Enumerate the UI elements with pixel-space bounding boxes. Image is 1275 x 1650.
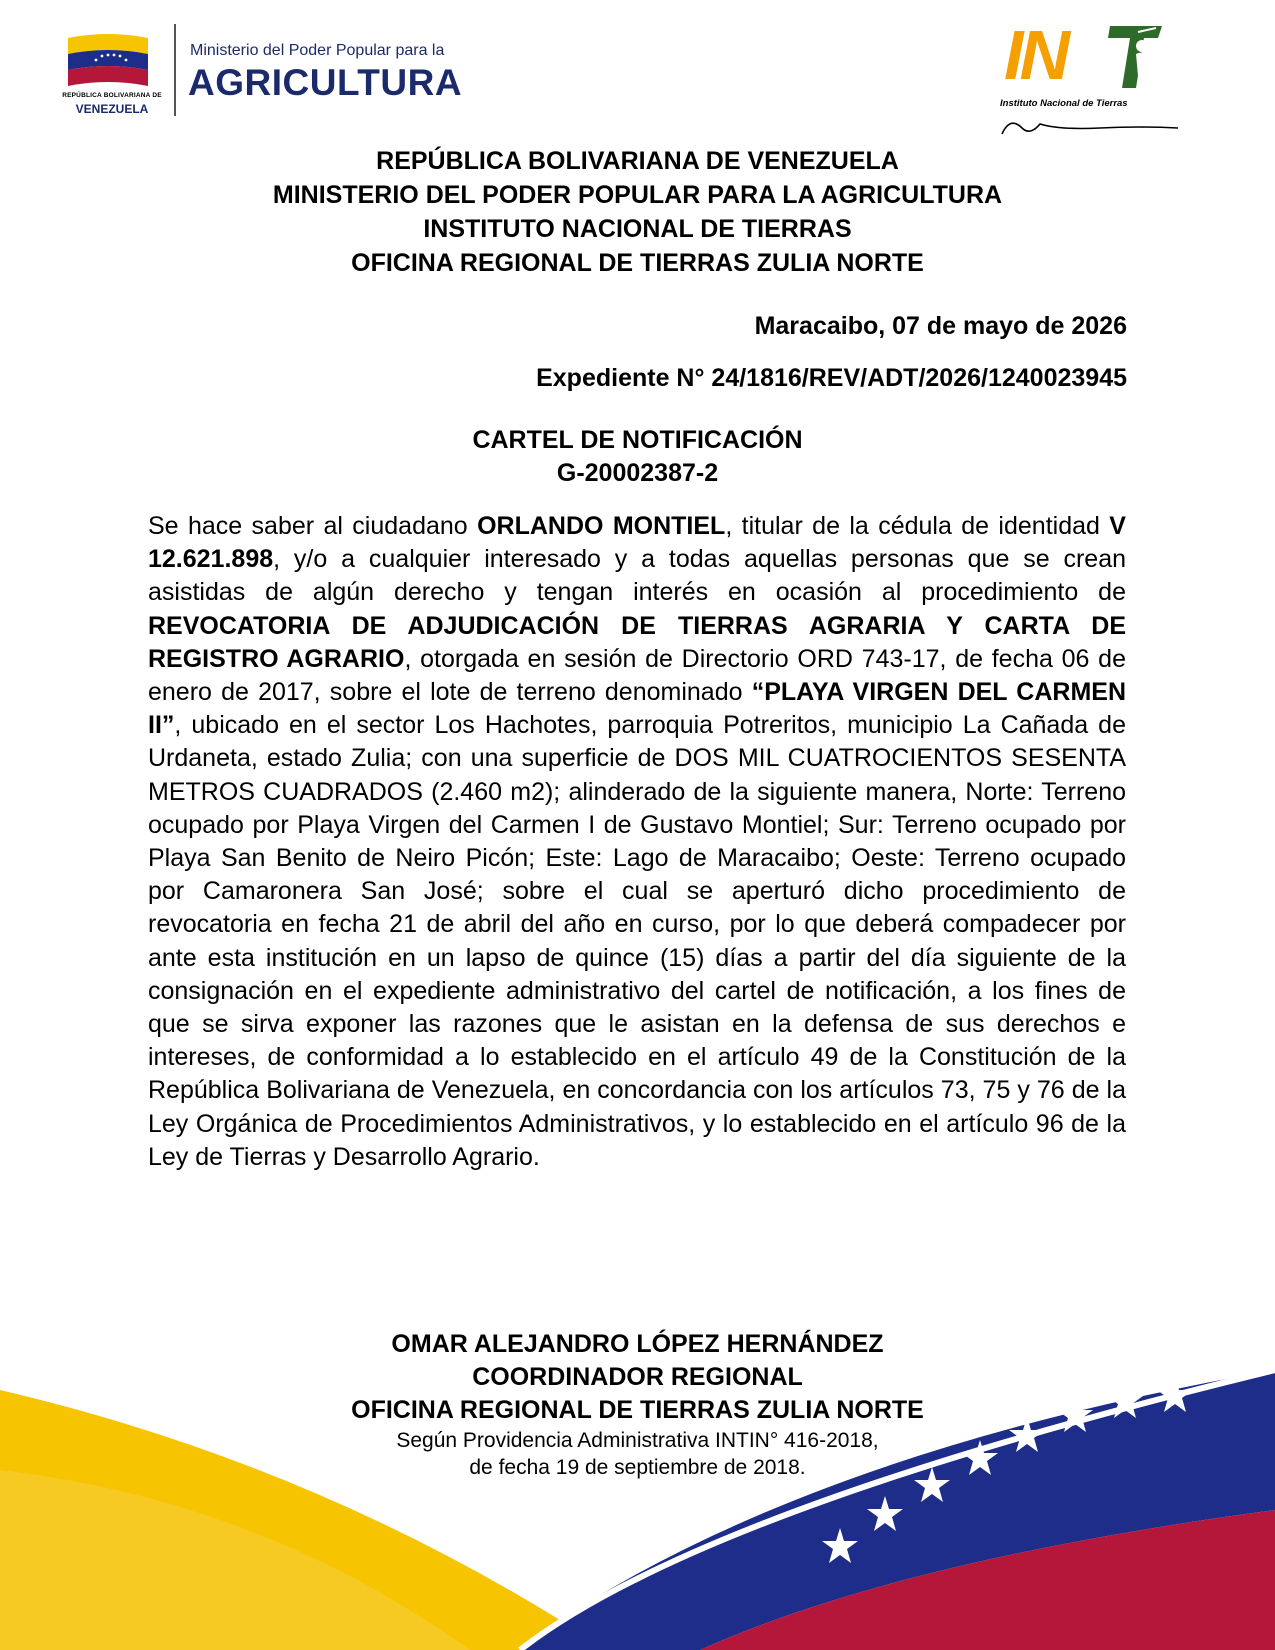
signature-note-1: Según Providencia Administrativa INTIN° 416-2018, [396, 1429, 879, 1452]
ministry-logo [60, 22, 480, 122]
notification-body [148, 510, 1126, 1174]
venezuela-flag-icon [64, 30, 152, 90]
citizen-id: V 12.621.898 [148, 512, 1126, 574]
ministry-big-label: AGRICULTURA [188, 62, 463, 103]
header-line-office: OFICINA REGIONAL DE TIERRAS ZULIA NORTE [351, 249, 924, 277]
int-caption: Instituto Nacional de Tierras [1000, 98, 1128, 109]
header-line-ministry: MINISTERIO DEL PODER POPULAR PARA LA AGRICULTURA [272, 181, 1003, 209]
signatory-office: OFICINA REGIONAL DE TIERRAS ZULIA NORTE [351, 1396, 924, 1424]
header-line-republic: REPÚBLICA BOLIVARIANA DE VENEZUELA [376, 147, 899, 175]
ministry-small-label: Ministerio del Poder Popular para la [190, 42, 445, 59]
body-text-1: Se hace saber al ciudadano [148, 512, 478, 540]
logo-divider [174, 24, 176, 116]
expediente-number: Expediente N° 24/1816/REV/ADT/2026/1240023945 [536, 364, 1127, 392]
lot-name: “PLAYA VIRGEN DEL CARMEN II” [148, 678, 1126, 740]
citizen-name: ORLANDO MONTIEL [477, 512, 726, 540]
header-lines [0, 144, 1275, 280]
body-text-5: , ubicado en el sector Los Hachotes, parroquia Potreritos, municipio La Cañada de Urdaneta, estado Zulia; con una superficie de DOS MIL CUATROCIENTOS SESENTA METROS CUADRADOS (2.460 m2); alinderado de la siguiente manera, Norte: Terreno ocupado por Playa Virgen del Carmen I de Gustavo Montiel; Sur: Terreno ocupado por Playa San Benito de Neiro Picón; Este: Lago de Maracaibo; Oeste: Terreno ocupado por Camaronera San José; sobre el cual se aperturó dicho procedimiento de revocatoria en fecha 21 de abril del año en curso, por lo que deberá compadecer por ante esta institución en un lapso de quince (15) días a partir del día siguiente de la consignación en el expediente administrativo del cartel de notificación, a los fines de que se sirva exponer las razones que le asistan en la defensa de sus derechos e intereses, de conformidad a lo establecido en el artículo 49 de la Constitución de la República Bolivariana de Venezuela, en concordancia con los artículos 73, 75 y 76 de la Ley Orgánica de Procedimientos Administrativos, y lo establecido en el artículo 96 de la Ley de Tierras y Desarrollo Agrario. [148, 711, 1126, 1171]
signatory-role: COORDINADOR REGIONAL [472, 1363, 803, 1391]
country-small-label: REPÚBLICA BOLIVARIANA DE [62, 92, 162, 99]
procedure-name: REVOCATORIA DE ADJUDICACIÓN DE TIERRAS AGRARIA Y CARTA DE REGISTRO AGRARIO [148, 611, 1126, 673]
body-text-3: , y/o a cualquier interesado y a todas aquellas personas que se crean asistidas de algún derecho y tengan interés en ocasión al procedimiento de [148, 545, 1126, 607]
place-date: Maracaibo, 07 de mayo de 2026 [754, 312, 1127, 340]
signature-swoosh-icon [1000, 114, 1180, 138]
title-line-1: CARTEL DE NOTIFICACIÓN [472, 426, 803, 454]
title-line-2: G-20002387-2 [556, 459, 719, 487]
signatory-name: OMAR ALEJANDRO LÓPEZ HERNÁNDEZ [391, 1330, 884, 1358]
signature-note-2: de fecha 19 de septiembre de 2018. [469, 1456, 806, 1479]
farmer-t-icon [1108, 24, 1164, 90]
body-text-2: , titular de la cédula de identidad [725, 512, 1110, 540]
signature-block [0, 1328, 1275, 1481]
header-line-institute: INSTITUTO NACIONAL DE TIERRAS [423, 215, 852, 243]
document-title [0, 424, 1275, 490]
country-label: VENEZUELA [75, 102, 149, 116]
body-text-4: , otorgada en sesión de Directorio ORD 743-17, de fecha 06 de enero de 2017, sobre el lote de terreno denominado [148, 644, 1126, 707]
int-letters: IN [1004, 16, 1066, 94]
int-logo [990, 18, 1190, 138]
